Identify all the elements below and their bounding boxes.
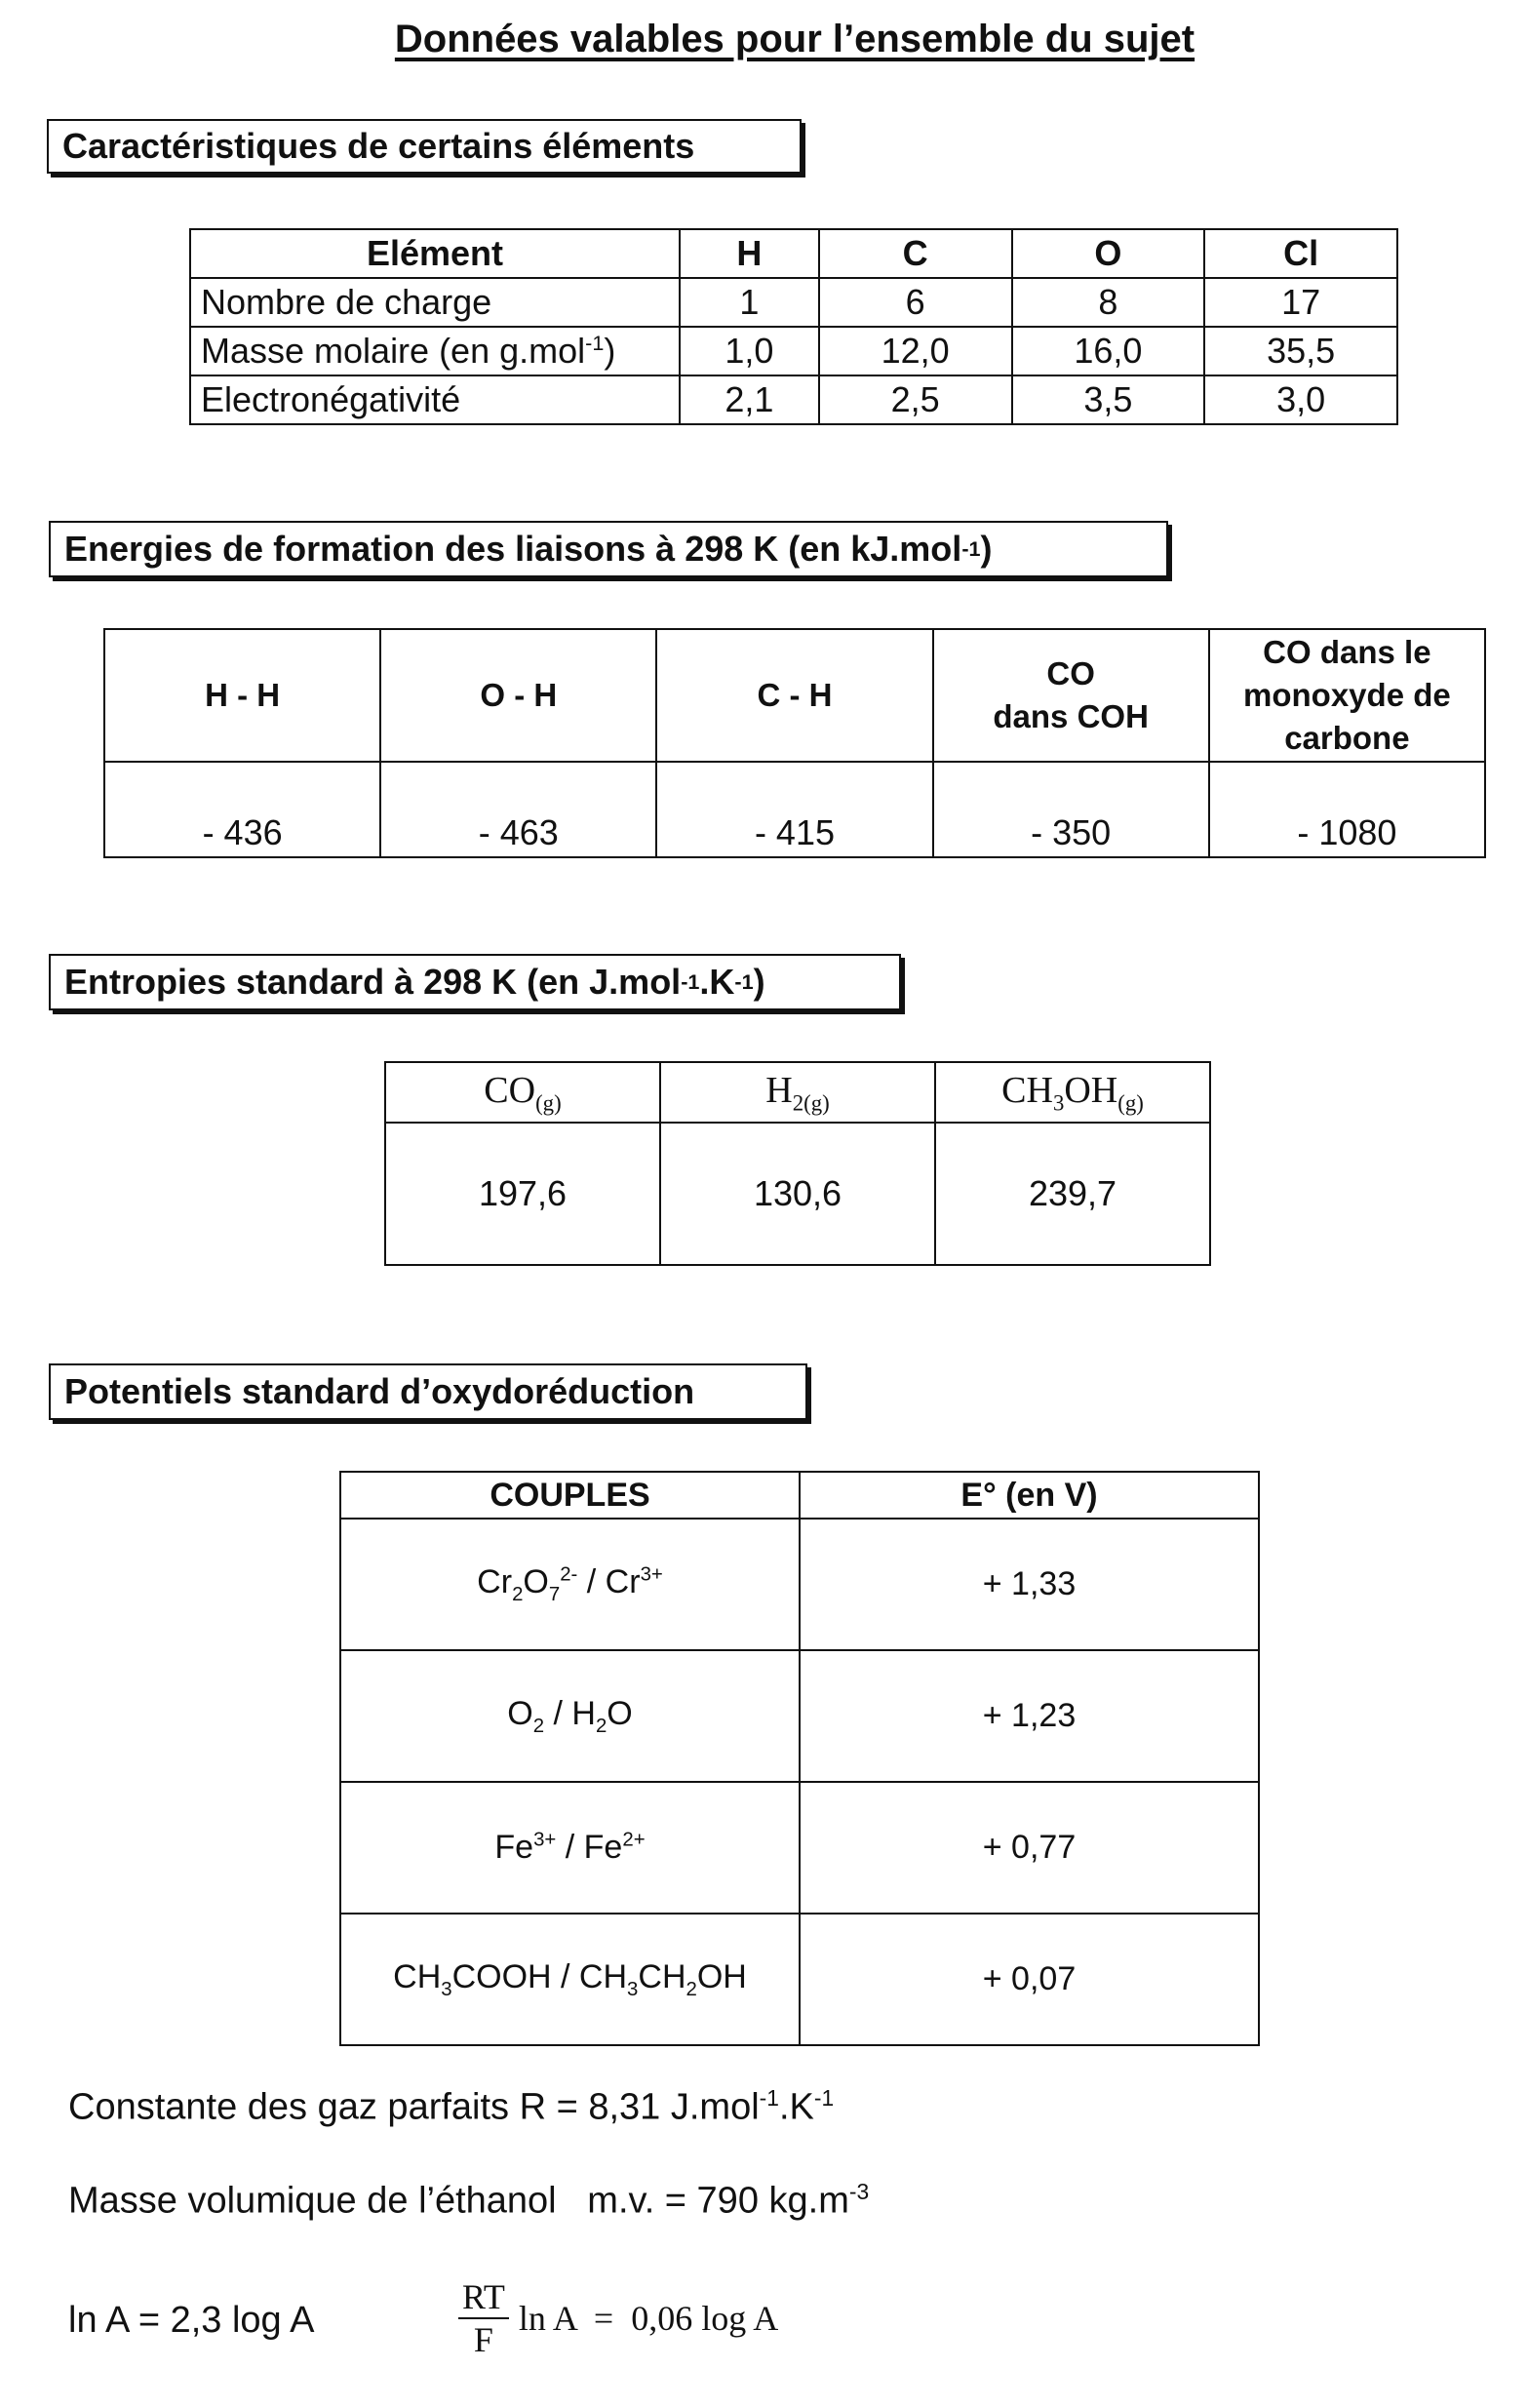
table-cell: 3,0 <box>1204 375 1397 424</box>
table-header-row <box>190 229 1397 278</box>
table-header-cell: E° (en V) <box>800 1472 1259 1519</box>
header-line: CO <box>1046 655 1095 691</box>
section-heading-energies <box>49 521 1168 577</box>
couple-cell: $CH_3COOH / CH_3CH_2OH$ <box>340 1914 800 2045</box>
ethanol-density-line <box>68 2179 869 2223</box>
subscript: 3 <box>1052 1090 1065 1116</box>
formula-mid: OH <box>1064 1069 1118 1111</box>
table-cell: - 436 <box>104 762 380 857</box>
table-header-cell <box>1209 629 1485 762</box>
table-header-cell <box>935 1062 1210 1123</box>
table-cell: 12,0 <box>819 327 1012 375</box>
header-line: dans COH <box>993 698 1149 734</box>
table-header-cell: Cl <box>1204 229 1397 278</box>
table-header-cell: O - H <box>380 629 656 762</box>
table-row <box>190 278 1397 327</box>
table-cell: 239,7 <box>935 1123 1210 1265</box>
table-cell: 3,5 <box>1012 375 1205 424</box>
subscript: (g) <box>1117 1090 1144 1116</box>
header-line: carbone <box>1284 720 1410 756</box>
superscript: -1 <box>961 536 981 561</box>
table-cell: 130,6 <box>660 1123 935 1265</box>
table-cell: - 415 <box>656 762 932 857</box>
table-cell: 17 <box>1204 278 1397 327</box>
ln-relation-line <box>68 2300 315 2342</box>
formula-base: H <box>765 1069 793 1111</box>
fraction-denominator: F <box>473 2320 493 2359</box>
table-cell: - 463 <box>380 762 656 857</box>
superscript: -1 <box>681 969 700 994</box>
table-cell: + 0,07 <box>800 1914 1259 2045</box>
table-header-cell <box>385 1062 660 1123</box>
gas-constant-line <box>68 2085 834 2129</box>
row-label: Nombre de charge <box>190 278 680 327</box>
subscript: (g) <box>535 1090 562 1116</box>
table-cell: 6 <box>819 278 1012 327</box>
superscript: -1 <box>734 969 754 994</box>
potentials-table <box>339 1471 1260 2046</box>
section-heading-potentials <box>49 1363 807 1420</box>
table-row <box>340 1650 1259 1782</box>
table-row <box>190 327 1397 375</box>
table-cell: - 1080 <box>1209 762 1485 857</box>
section-heading-text: Entropies standard à 298 K (en J.mol <box>64 962 682 1002</box>
section-heading-elements <box>47 119 802 174</box>
table-header-cell <box>660 1062 935 1123</box>
gas-constant-text: Constante des gaz parfaits R = 8,31 J.mol <box>68 2086 760 2128</box>
density-text: Masse volumique de l’éthanol m.v. = 790 kg.m <box>68 2180 849 2222</box>
row-label <box>190 327 680 375</box>
table-cell: 197,6 <box>385 1123 660 1265</box>
superscript: -1 <box>813 2085 835 2111</box>
table-header-row <box>340 1472 1259 1519</box>
fraction <box>458 2276 509 2360</box>
table-row <box>340 1914 1259 2045</box>
table-row <box>340 1519 1259 1650</box>
table-header-cell: H - H <box>104 629 380 762</box>
superscript: -1 <box>759 2085 779 2111</box>
table-cell: 35,5 <box>1204 327 1397 375</box>
table-cell: 1,0 <box>680 327 819 375</box>
elements-table <box>189 228 1398 425</box>
table-header-row <box>385 1062 1210 1123</box>
couple-cell: $O_2 / H_2O$ <box>340 1650 800 1782</box>
section-heading-end: ) <box>980 529 993 569</box>
table-header-row <box>104 629 1485 762</box>
subscript: 2(g) <box>792 1090 830 1116</box>
header-line: monoxyde de <box>1243 677 1451 713</box>
table-header-cell <box>933 629 1209 762</box>
row-label-text: Masse molaire (en g.mol <box>201 331 586 371</box>
energies-table <box>103 628 1486 858</box>
superscript: -1 <box>585 331 605 355</box>
row-label: Electronégativité <box>190 375 680 424</box>
section-heading-entropies <box>49 954 901 1010</box>
table-row <box>385 1123 1210 1265</box>
table-header-cell: O <box>1012 229 1205 278</box>
formula-base: CO <box>484 1069 536 1111</box>
row-label-end: ) <box>604 331 616 371</box>
table-header-cell: Elément <box>190 229 680 278</box>
entropies-table <box>384 1061 1211 1266</box>
superscript: -3 <box>848 2179 870 2204</box>
gas-constant-mid: .K <box>778 2086 814 2128</box>
section-heading-mid: .K <box>699 962 735 1002</box>
header-line: CO dans le <box>1263 634 1431 670</box>
fraction-numerator: RT <box>458 2276 509 2319</box>
nernst-relation <box>458 2276 778 2360</box>
table-cell: + 1,33 <box>800 1519 1259 1650</box>
section-heading-text: Potentiels standard d’oxydoréduction <box>64 1371 695 1411</box>
formula-base: CH <box>1001 1069 1053 1111</box>
table-row <box>190 375 1397 424</box>
couple-cell: $Fe^{3+} / Fe^{2+}$ <box>340 1782 800 1914</box>
table-cell: - 350 <box>933 762 1209 857</box>
table-cell: + 0,77 <box>800 1782 1259 1914</box>
table-header-cell: H <box>680 229 819 278</box>
section-heading-text: Caractéristiques de certains éléments <box>62 126 695 166</box>
table-header-cell: C <box>819 229 1012 278</box>
table-cell: + 1,23 <box>800 1650 1259 1782</box>
couple-cell: $Cr_2O_7^{2-} / Cr^{3+}$ <box>340 1519 800 1650</box>
table-cell: 8 <box>1012 278 1205 327</box>
table-row <box>104 762 1485 857</box>
table-cell: 1 <box>680 278 819 327</box>
nernst-text: ln A = 0,06 log A <box>518 2299 779 2338</box>
section-heading-end: ) <box>753 962 765 1002</box>
table-header-cell: COUPLES <box>340 1472 800 1519</box>
table-row <box>340 1782 1259 1914</box>
table-cell: 2,5 <box>819 375 1012 424</box>
section-heading-text: Energies de formation des liaisons à 298 K (en kJ.mol <box>64 529 962 569</box>
table-cell: 16,0 <box>1012 327 1205 375</box>
table-cell: 2,1 <box>680 375 819 424</box>
page-title: Données valables pour l’ensemble du sujet <box>394 18 1195 60</box>
ln-relation-text: ln A = 2,3 log A <box>68 2300 315 2341</box>
table-header-cell: C - H <box>656 629 932 762</box>
